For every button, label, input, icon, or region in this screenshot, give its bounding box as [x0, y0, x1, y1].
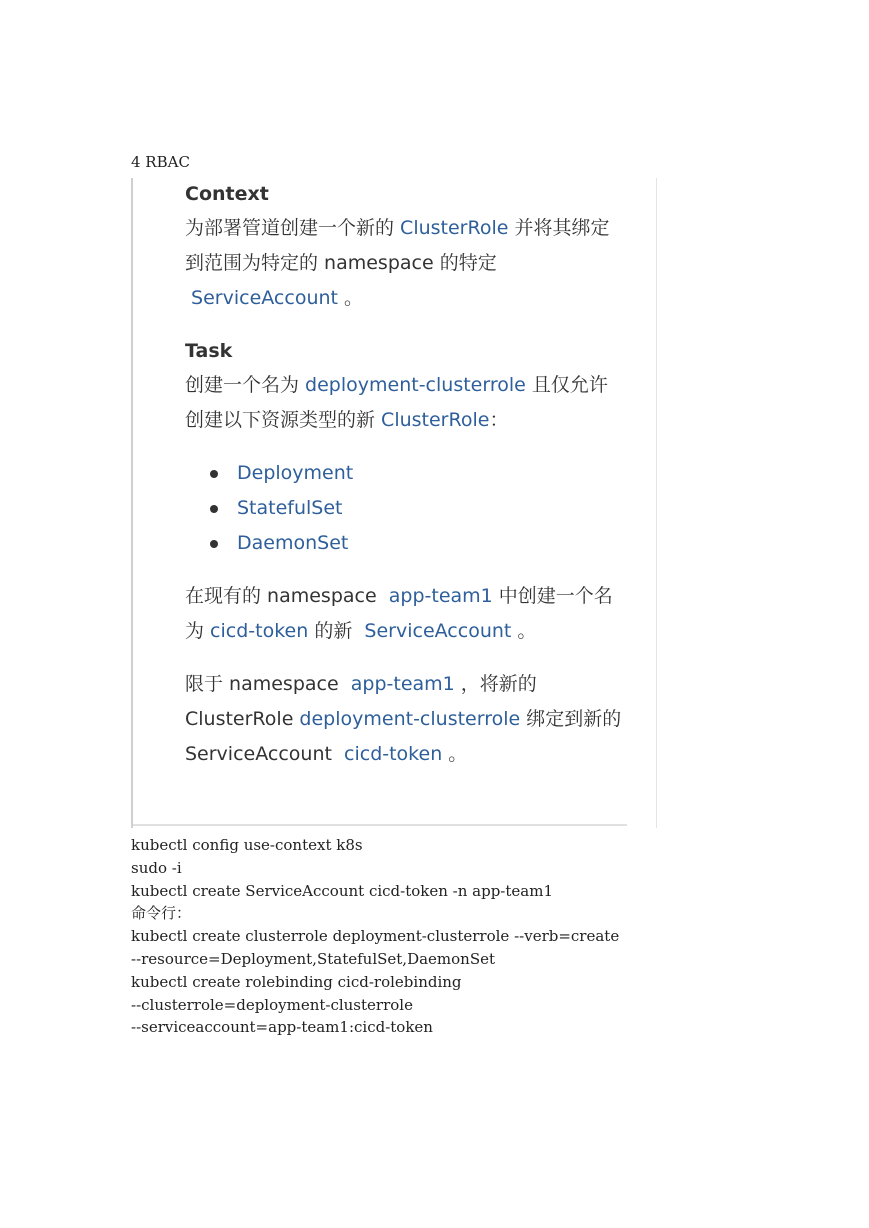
- command-line: --resource=Deployment,StatefulSet,DaemonSet: [131, 949, 496, 968]
- clusterrole-term: ClusterRole: [400, 217, 509, 239]
- serviceaccount-term: ServiceAccount: [191, 287, 338, 309]
- command-line: kubectl create ServiceAccount cicd-token -n app-team1: [131, 881, 553, 900]
- clusterrole-term: ClusterRole: [381, 409, 490, 431]
- panel-left-border: [131, 178, 133, 828]
- command-line: sudo -i: [131, 858, 182, 877]
- section-heading: 4 RBAC: [131, 153, 190, 171]
- panel-right-border: [656, 178, 657, 828]
- command-line: kubectl config use-context k8s: [131, 836, 363, 854]
- clusterrole-name-term: deployment-clusterrole: [305, 374, 526, 396]
- sa-line-1: 在现有的 namespace app-team1 中创建一个名: [185, 585, 613, 607]
- task-screenshot-panel: [131, 178, 657, 828]
- list-item: StatefulSet: [185, 491, 353, 526]
- task-line-1: 创建一个名为 deployment-clusterrole 且仅允许: [185, 374, 608, 396]
- namespace-term: app-team1: [344, 673, 455, 695]
- task-line-2: 创建以下资源类型的新 ClusterRole：: [185, 409, 509, 431]
- context-line-1: 为部署管道创建一个新的 ClusterRole 并将其绑定: [185, 217, 610, 239]
- command-line: --serviceaccount=app-team1:cicd-token: [131, 1018, 433, 1037]
- token-term: cicd-token: [210, 620, 309, 642]
- context-line-2: 到范围为特定的 namespace 的特定: [185, 252, 497, 274]
- namespace-term: app-team1: [382, 585, 493, 607]
- command-line: kubectl create clusterrole deployment-clusterrole --verb=create: [131, 927, 620, 946]
- command-line: 命令行：: [131, 904, 192, 923]
- command-line: --clusterrole=deployment-clusterrole: [131, 995, 413, 1014]
- bind-line-1: 限于 namespace app-team1 ，将新的: [185, 673, 537, 695]
- sa-line-2: 为 cicd-token 的新 ServiceAccount 。: [185, 620, 537, 642]
- bind-line-2: ClusterRole deployment-clusterrole 绑定到新的: [185, 708, 622, 730]
- command-line: kubectl create rolebinding cicd-rolebinding: [131, 972, 462, 991]
- token-term: cicd-token: [337, 743, 443, 765]
- task-title: Task: [185, 340, 233, 362]
- list-item: DaemonSet: [185, 526, 353, 561]
- resource-type-list: [185, 456, 353, 561]
- context-line-3: ServiceAccount 。: [191, 287, 364, 309]
- clusterrole-name-term: deployment-clusterrole: [299, 708, 521, 730]
- serviceaccount-term: ServiceAccount: [358, 620, 512, 642]
- command-block: [131, 834, 619, 1039]
- bind-line-3: ServiceAccount cicd-token 。: [185, 743, 468, 765]
- context-title: Context: [185, 183, 269, 205]
- list-item: Deployment: [185, 456, 353, 491]
- panel-bottom-border: [133, 824, 627, 826]
